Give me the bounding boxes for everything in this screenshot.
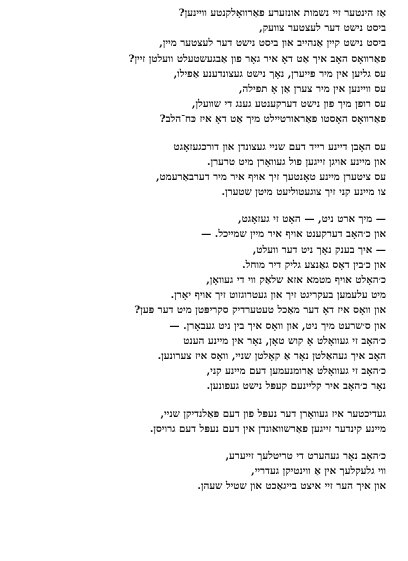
poem-line: עס האָבן דיינע רייד דעם שניי געצונדן און דורכגעזאָגט (173, 140, 386, 153)
stanza (24, 6, 386, 128)
poem-line: פאַרוואָס האָב איך אַט דאָ איר גאָר פון אַבגעשטעלט וועלטן זיין? (128, 52, 386, 65)
poem-line: צו מיינע קני זיך צוגעטוליעט מיטן שטערן. (221, 186, 386, 199)
stanza (24, 212, 386, 394)
poem-line: עס ציטערן מיינע טאָנטעך זיך אויף איר מיר דערבאַרעמט, (155, 170, 386, 183)
poem-line: ביסט נישט קיין אַנהייב און ביסט נישט דער לעצטער מיין, (159, 37, 386, 50)
poem-line: עס רופן מיך פון נישט דערקענטע גענג די שוועלן, (191, 98, 386, 111)
poem-line: און כ׳בין דאָס גאַנצע גליק דיר מוחל. (242, 258, 386, 271)
poem-line: — מיך ארט ניט, — האָט זי געזאָגט, (238, 213, 386, 226)
stanza (24, 407, 386, 437)
poem-line: כ׳האָלט אויף מטמא אזא שלאַק ווי די געוואָן, (206, 274, 386, 286)
poem-line: און ס׳שרעט מיך ניט, און וואָס איך בין ניט געבאָרן. — (169, 319, 386, 332)
poem-line: עס גליען אין מיר פייערן, נאָך נישט געצונדענע אַפילו, (173, 67, 386, 80)
poem-line: און איך הער זיי איצט בייגאַכט און שטיל שעהן. (197, 480, 386, 493)
poem-line: געדיכטער איז געוואָרן דער נעפּל פון דעם פּאַלנדיקן שניי, (160, 407, 386, 420)
poem-line: ווי גלעקלעך אין אַ ווינטיקן געדריי, (251, 465, 386, 478)
poem-line: מיט עלעמען בעקריגט זיך און געטרוגזוט זיך אויף יאָרן. (170, 289, 386, 302)
poem-line: ביסט נישט דער לעצטער צוועק, (259, 22, 386, 35)
stanza (24, 449, 386, 495)
poem-line: מיינע קינדער זייגען פאַרשוואונדן אין דעם נעפּל דעם גרויסן. (149, 422, 386, 435)
poem-line: — איך בענק נאָך ניט דער וועלט, (252, 243, 386, 256)
poem-line: און וואָס איז דאָ דער מאַכל טעטערדיק סקריפּטן מיט דער פּען? (134, 304, 386, 317)
poem-line: עס וויינען אין מיר צערן אַן אָ תפילה, (238, 82, 386, 95)
poem-line: נאָר כ׳האָב איר קליינעם קעפּל נישט געפונען. (206, 380, 386, 393)
poem-line: כ׳האָב זי געוואָלט אָ קוש טאָן, נאָר אין מיינע הענט (183, 334, 386, 347)
poem-line: אַז הינטער זיי נשמות אונזערע פאַרוואָלקנטע וויינען? (178, 7, 386, 19)
poem-line: און כ׳האָב דערקענט אויף איר מיין שמייכל. — (201, 228, 386, 241)
stanza (24, 140, 386, 201)
poem-line: כ׳האָב זי געוואָלט אַרומנעמען דעם מיינע קני, (206, 365, 386, 378)
poem-line: האָב איך געהאַלטן נאָר אַ קאָלטן שניי, וואָס איז צערונען. (157, 349, 386, 362)
poem-line: פאַרוואָס האָסטו פאַראורטיילט מיך אַט דאָ איז כּח־הלב? (159, 113, 386, 126)
poem-line: כ׳האָב נאָר געהערט די טריטלעך זייערע, (225, 449, 386, 462)
poem-line: און מיינע אויגן זייגען פול געוואָרן מיט טרערן. (206, 155, 386, 168)
